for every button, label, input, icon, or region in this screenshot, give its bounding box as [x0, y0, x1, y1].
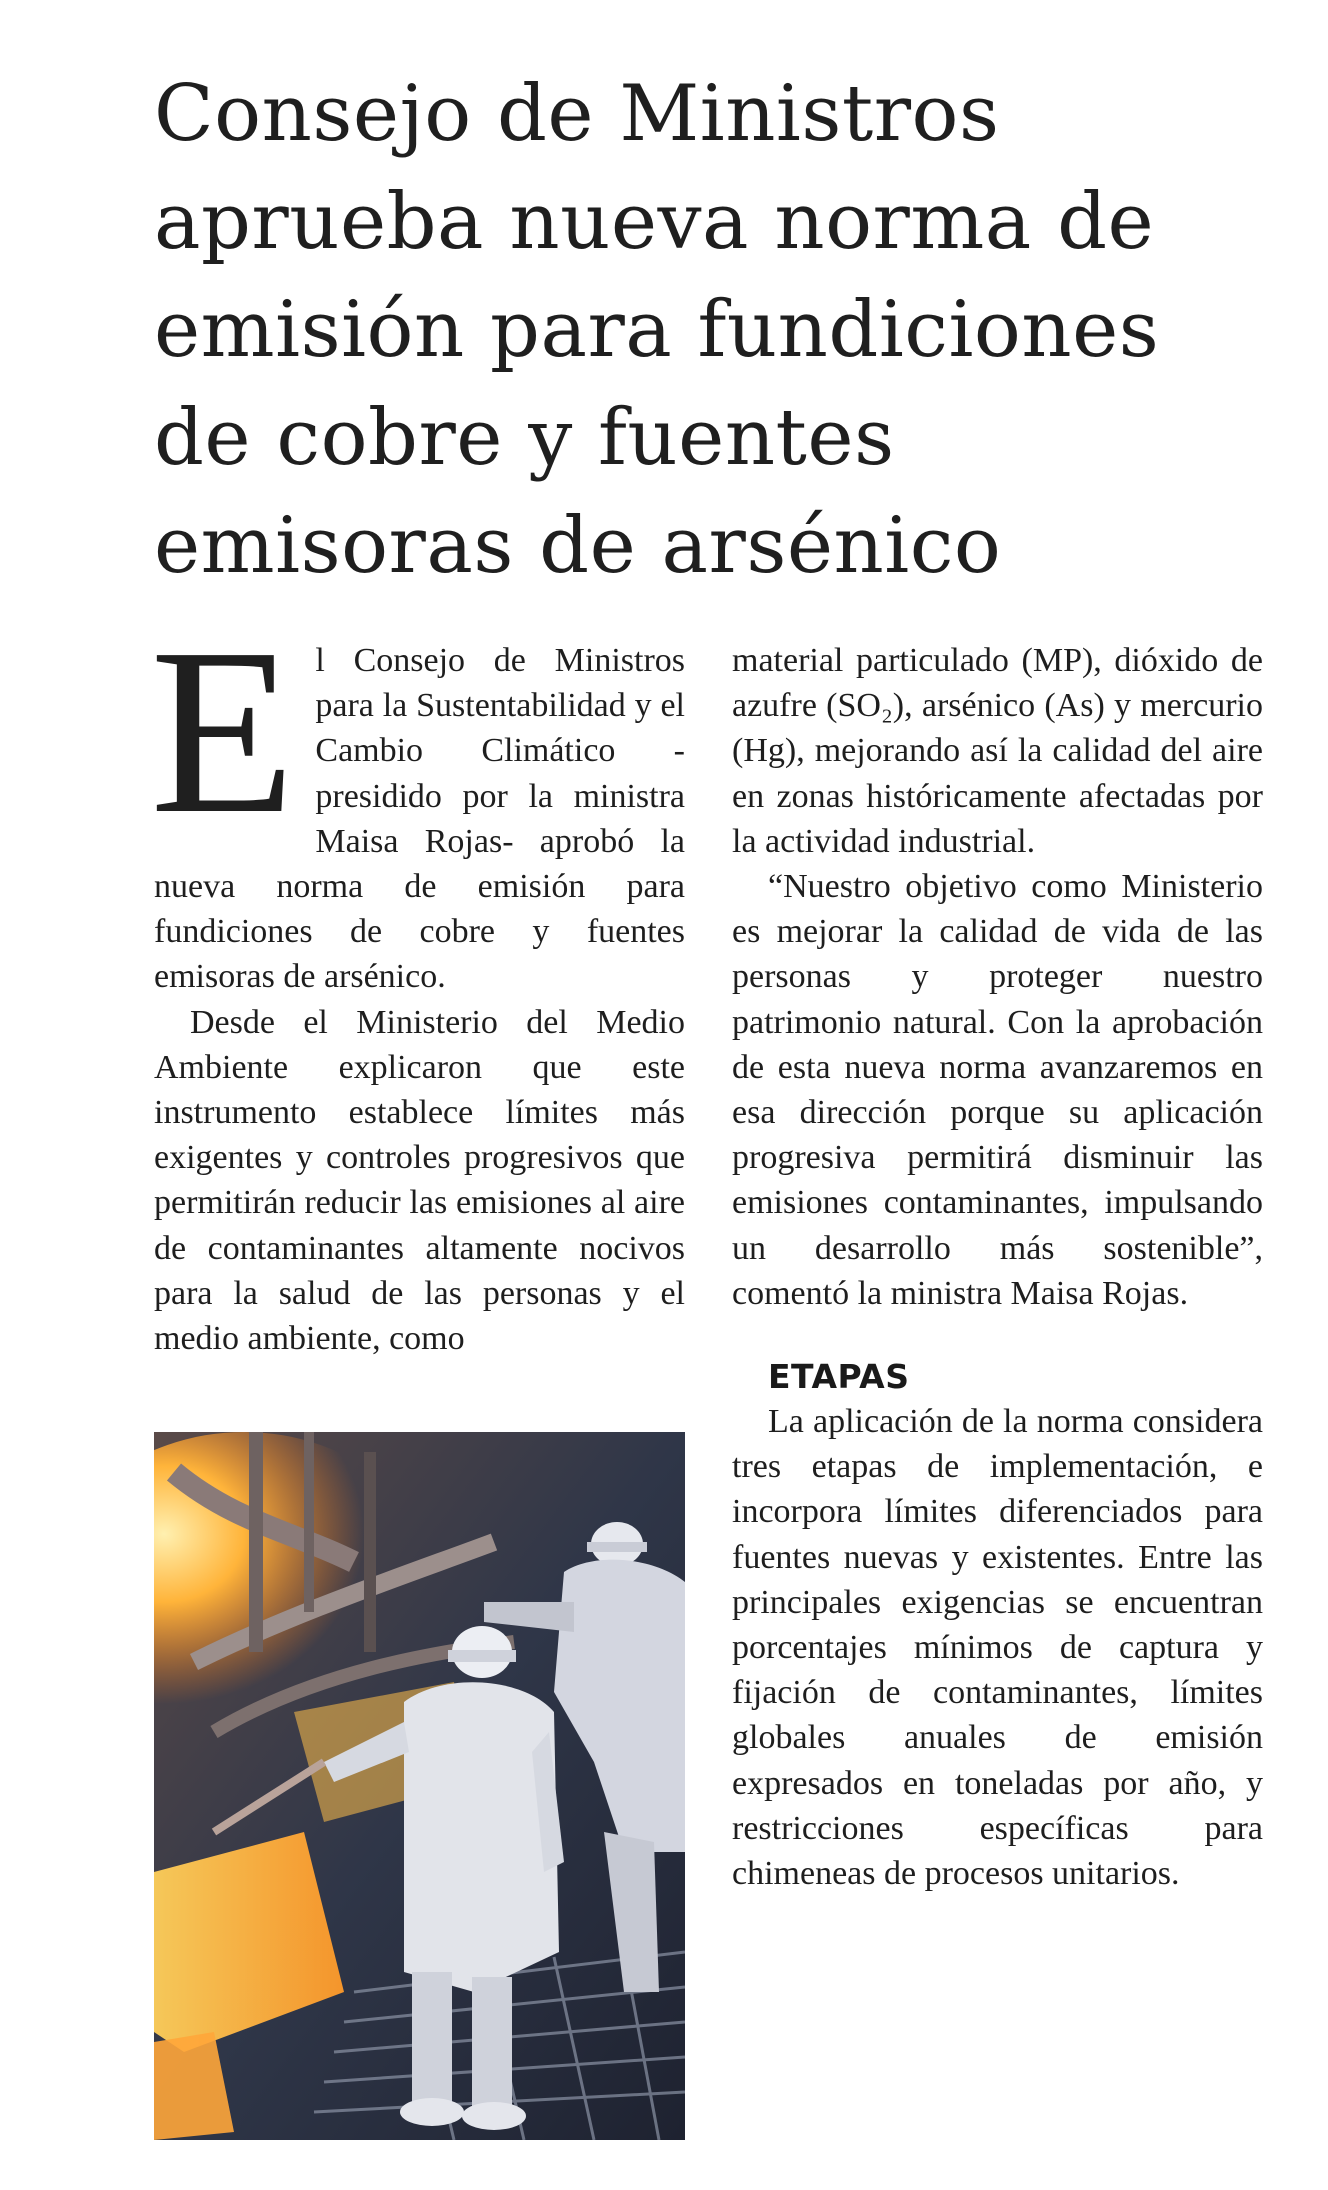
- smelter-photo: [154, 1432, 685, 2140]
- drop-cap: E: [150, 600, 296, 863]
- headline: Consejo de Ministros aprueba nueva norma de emisión para fundiciones de cobre y fuentes emisoras de arsénico: [154, 69, 1160, 591]
- section-subhead: ETAPAS: [768, 1357, 910, 1397]
- article-column-left: [150, 600, 685, 1361]
- body-paragraph-2: Desde el Ministerio del Medio Ambiente explicaron que este instrumento establece límites más exigentes y controles progresivos que permitirán reducir las emisiones al aire de contaminantes altamente nocivos para la salud de las personas y el medio ambiente, como: [154, 1003, 685, 1358]
- lead-paragraph-text: l Consejo de Ministros para la Sustentabilidad y el Cambio Climático -presidido por la ministra Maisa Rojas- aprobó la nueva norma de emisión para fundiciones de cobre y fuentes emisoras de arsénico.: [154, 642, 685, 996]
- article-column-right: [732, 638, 1263, 1896]
- body-paragraph-2-continued: material particulado (MP), dióxido de azufre (SO₂), arsénico (As) y mercurio (Hg), mejorando así la calidad del aire en zonas históricamente afectadas por la actividad industrial.: [732, 642, 1263, 860]
- smelter-illustration: [154, 1432, 685, 2140]
- lead-paragraph: [150, 600, 685, 1000]
- body-paragraph-4: La aplicación de la norma considera tres etapas de implementación, e incorpora límites diferenciados para fuentes nuevas y existentes. Entre las principales exigencias se encuentran porcentajes mínimos de captura y fijación de contaminantes, límites globales anuales de emisión expresados en toneladas por año, y restricciones específicas para chimeneas de procesos unitarios.: [732, 1403, 1263, 1893]
- quote-paragraph: “Nuestro objetivo como Ministerio es mejorar la calidad de vida de las personas y proteger nuestro patrimonio natural. Con la aprobación de esta nueva norma avanzaremos en esa dirección porque su aplicación progresiva permitirá disminuir las emisiones contaminantes, impulsando un desarrollo más sostenible”, comentó la ministra Maisa Rojas.: [732, 868, 1263, 1312]
